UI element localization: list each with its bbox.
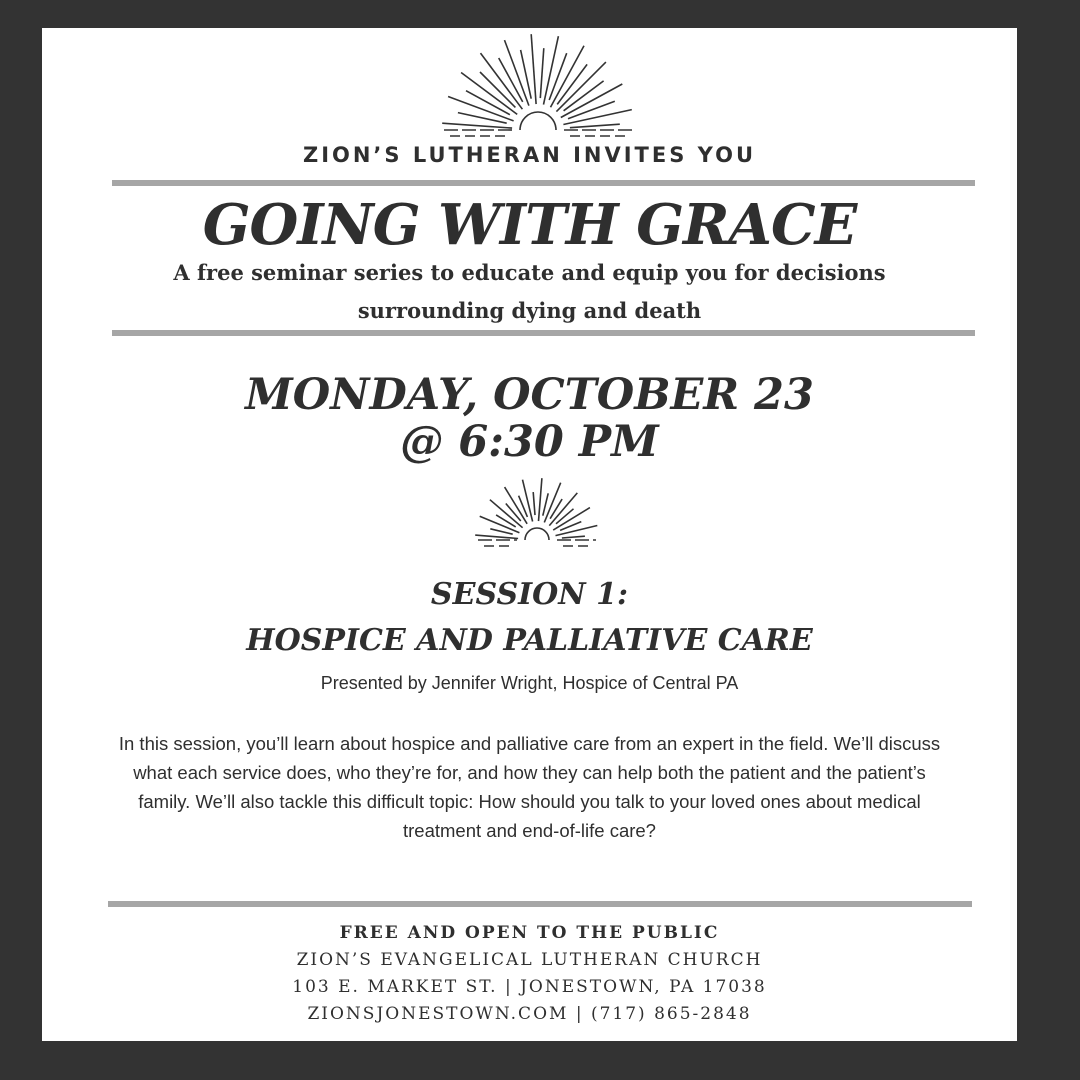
- divider-bottom: [108, 901, 972, 907]
- footer-church: ZION’S EVANGELICAL LUTHERAN CHURCH: [296, 950, 763, 970]
- sunburst-icon: [474, 478, 600, 548]
- footer: [42, 920, 1017, 1028]
- session-description: In this session, you’ll learn about hospice and palliative care from an expert in the field. We’ll discuss what each service does, who they’re for, and how they can help both the patient and the patient’s family. We’ll also tackle this difficult topic: How should you talk to your loved ones about medical treatment and end-of-life care?: [118, 733, 941, 841]
- event-date-day: MONDAY, OCTOBER 23: [245, 370, 814, 420]
- session-heading: [42, 572, 1017, 664]
- divider-top: [112, 180, 975, 186]
- session-topic: HOSPICE AND PALLIATIVE CARE: [246, 623, 813, 658]
- session-presenter: Presented by Jennifer Wright, Hospice of Central PA: [320, 673, 739, 693]
- invite-line: ZION’S LUTHERAN INVITES YOU: [302, 143, 757, 167]
- footer-address: 103 E. MARKET ST. | JONESTOWN, PA 17038: [292, 977, 767, 997]
- divider-middle: [112, 330, 975, 336]
- event-date: [42, 372, 1017, 466]
- sunburst-icon: [440, 32, 636, 138]
- event-date-time: @ 6:30 PM: [400, 417, 659, 467]
- footer-contact: ZIONSJONESTOWN.COM | (717) 865-2848: [307, 1004, 752, 1024]
- event-title: GOING WITH GRACE: [202, 192, 857, 258]
- session-number: SESSION 1:: [430, 577, 629, 612]
- flyer-card: [42, 28, 1017, 1041]
- event-subtitle: A free seminar series to educate and equip you for decisions surrounding dying and death: [173, 260, 886, 323]
- footer-open-label: FREE AND OPEN TO THE PUBLIC: [339, 923, 720, 943]
